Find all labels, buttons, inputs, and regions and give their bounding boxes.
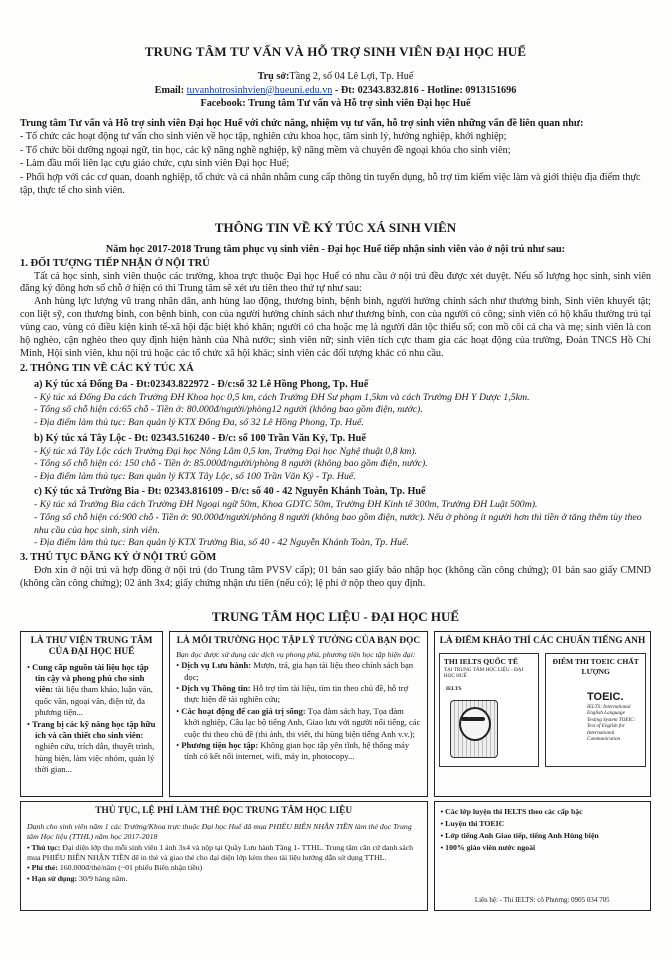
panel-heading: LÀ MÔI TRƯỜNG HỌC TẬP LÝ TƯỞNG CỦA BẠN ĐỌC (176, 635, 421, 646)
fee-item-label: • Phí thẻ: (27, 863, 58, 873)
dorm-heading: a) Ký túc xá Đống Đa - Đt:02343.822972 - Đ/c:số 32 Lê Hồng Phong, Tp. Huế (34, 378, 369, 390)
section-2-title: 2. THÔNG TIN VỀ CÁC KÝ TÚC XÁ (20, 362, 194, 374)
facebook-label: Facebook: (200, 98, 246, 109)
item-bold: Phương tiện học tập: (181, 739, 259, 750)
address-label: Trụ sở: (257, 71, 290, 82)
intro-item: - Tổ chức bồi dưỡng ngoại ngữ, tin học, các kỹ năng nghề nghiệp, kỹ năng mềm và chuyên đề ngoại khóa cho sinh viên; (20, 144, 511, 156)
panel-central-library (20, 631, 163, 797)
list-item: • Các hoạt động để cao giá trị sống: Tọa đàm sách hay, Tọa đàm khởi nghiệp, Câu lạc bộ tiếng Anh, Giao lưu với người nổi tiếng, các cuộc thi theo chủ đề (thi ảnh, thi viết, thi hùng biện tiếng Anh v.v.); (176, 705, 421, 739)
list-item: • Dịch vụ Thông tin: Hỗ trợ tìm tài liệu, tìm tin theo chủ đề, hỗ trợ thực hiện đề tài nghiên cứu; (176, 682, 409, 705)
dorm-heading: c) Ký túc xá Trường Bia - Đt: 02343.816109 - Đ/c: số 40 - 42 Nguyễn Khánh Toàn, Tp. Huế (34, 486, 426, 498)
dorm-tay-loc (20, 432, 651, 484)
section-3-title: 3. THỦ TỤC ĐĂNG KÝ Ở NỘI TRÚ GỒM (20, 551, 217, 563)
fee-item (27, 874, 421, 884)
dorm-truong-bia (20, 485, 651, 549)
fee-intro: Danh cho sinh viên năm 1 các Trường/Khoa trực thuộc Đại học Huế đã mua PHIẾU BIÊN NHẬN TIỀN làm thẻ đọc Trung tâm Học liệu (TTHL) năm học 2017-2018 (27, 822, 412, 842)
dorm-distance: - Ký túc xá Trường Bia cách Trường ĐH Ngoại ngữ 50m, Khoa GDTC 50m, Trường ĐH Kinh tế 300m, Trường ĐH Luật 500m). (34, 499, 538, 511)
item-bold: Dịch vụ Lưu hành: (181, 660, 252, 671)
course-item: • Lớp tiếng Anh Giao tiếp, tiếng Anh Hùng biện (440, 830, 599, 840)
intro-lead: Trung tâm Tư vấn và Hỗ trợ sinh viên Đại học Huế với chức năng, nhiệm vụ tư vấn, hỗ trợ sinh viên những vấn đề liên quan như: (20, 117, 584, 129)
library-title: TRUNG TÂM HỌC LIỆU - ĐẠI HỌC HUẾ (211, 608, 460, 624)
fee-item-text: 160.000đ/thẻ/năm (~01 phiếu Biên nhận tiền) (57, 863, 203, 873)
fee-heading: THỦ TỤC, LỆ PHÍ LÀM THẺ ĐỌC TRUNG TÂM HỌC LIỆU (95, 805, 353, 816)
dorm-office: - Địa điểm làm thủ tục: Ban quản lý KTX Đống Đa, số 32 Lê Hồng Phong, Tp. Huế. (34, 417, 364, 429)
fee-item (27, 843, 421, 864)
item-text: tài liệu tham khảo, luận văn, quốc văn, ngoại văn, điện tử, đa phương tiện... (35, 684, 153, 718)
section-1-title: 1. ĐỐI TƯỢNG TIẾP NHẬN Ở NỘI TRÚ (20, 257, 210, 269)
dorm-capacity: - Tổng số chỗ hiện có:900 chỗ - Tiền ở: 90.000đ/người/phòng 8 người (không bao gồm điện, nước). Nếu ở phòng ít người hơn thì tiền ở tăng thêm tùy theo nhu cầu của học sinh, sinh viên. (34, 512, 642, 536)
intro-item: - Làm đầu mối liên lạc cựu giáo chức, cựu sinh viên Đại học Huế; (20, 158, 290, 169)
list-item: • Dịch vụ Lưu hành: Mượn, trả, gia hạn tài liệu theo chính sách bạn đọc; (176, 660, 414, 682)
facebook-line (20, 97, 651, 111)
facebook-name: Trung tâm Tư vấn và Hỗ trợ sinh viên Đại học Huế (248, 98, 471, 109)
dorm-subtitle: Năm học 2017-2018 Trung tâm phục vụ sinh viên - Đại học Huế tiếp nhận sinh viên vào ở nội trú như sau: (105, 243, 566, 255)
dorm-distance: - Ký túc xá Tây Lộc cách Trường Đại học Nông Lâm 0,5 km, Trường Đại học Nghệ thuật 0,8 km). (34, 445, 418, 457)
ielts-card (439, 653, 540, 767)
panel-learning-environment (169, 631, 428, 797)
center-intro (20, 117, 651, 198)
list-item: • Cung cấp nguồn tài liệu học tập tin cậy và phong phú cho sinh viên: tài liệu tham khảo, luận văn, quốc văn, ngoại văn, điện tử, đa phương tiện... (27, 661, 153, 718)
dorm-dong-da (20, 378, 651, 430)
list-item: • Phương tiện học tập: Không gian học tập yên tĩnh, hệ thống máy tính có kết nối internet, wifi, máy in, photocopy... (176, 739, 410, 762)
item-bold: Các hoạt động để cao giá trị sống: (181, 705, 306, 716)
panel-heading: LÀ ĐIỂM KHẢO THÍ CÁC CHUẨN TIẾNG ANH (439, 635, 646, 646)
dorm-office: - Địa điểm làm thủ tục: Ban quản lý KTX Trường Bia, số 40 - 42 Nguyễn Khánh Toàn, Tp. Huế. (34, 537, 409, 549)
item-bold: Dịch vụ Thông tin: (181, 682, 251, 693)
address: Tầng 2, số 04 Lê Lợi, Tp. Huế (289, 71, 414, 82)
center-title: TRUNG TÂM TƯ VẤN VÀ HỖ TRỢ SINH VIÊN ĐẠI HỌC HUẾ (144, 44, 527, 59)
toeic-card-title: ĐIỂM THI TOEIC CHẤT LƯỢNG (552, 657, 639, 676)
library-panels (20, 631, 651, 797)
item-text: Tọa đàm sách hay, Tọa đàm khởi nghiệp, Câu lạc bộ tiếng Anh, Giao lưu với người nổi tiếng, các cuộc thi theo chủ đề (thi ảnh, thi viết, thi hùng biện tiếng Anh v.v.); (184, 705, 421, 739)
fee-item-label: • Thủ tục: (27, 842, 61, 852)
library-bottom (20, 801, 651, 911)
item-bold: Trang bị các kỹ năng học tập hữu ích và cần thiết cho sinh viên: (32, 718, 156, 741)
dorm-title: THÔNG TIN VỀ KÝ TÚC XÁ SINH VIÊN (214, 219, 457, 235)
section-1-paragraph: Tất cả học sinh, sinh viên thuộc các trường, khoa trực thuộc Đại học Huế có nhu cầu ở nội trú đều được xét duyệt. Nếu số lượng học sinh, sinh viên đăng ký đông hơn số chỗ ở hiện có thì Trung tâm sẽ xét ưu tiên theo thứ tự như sau: (20, 270, 651, 295)
section-3-paragraph: Đơn xin ở nội trú và hợp đồng ở nội trú (do Trung tâm PVSV cấp); 01 bản sao giấy báo nhập học (không cần công chứng); 01 bản sao giấy CMND (không cần công chứng); 02 ảnh 3x4; giấy chứng nhận ưu tiên (nếu có); lệ phí ở nộp theo quy định. (20, 564, 651, 589)
fee-item-text: Đại diện lớp thu mỗi sinh viên 1 ảnh 3x4 và nộp tại Quầy Lưu hành Tầng 1- TTHL. Trung tâm căn cứ danh sách mua PHIẾU BIÊN NHẬN TIỀN để in thẻ và giao thẻ cho đại diện lớp kèm theo tài liệu hướng dẫn sử dụng TTHL. (27, 842, 414, 862)
section-1-priority: Anh hùng lực lượng vũ trang nhân dân, anh hùng lao động, thương binh, bệnh binh, người hưởng chính sách như thương binh, Sinh viên khuyết tật; con liệt sỹ, con thương binh, con bệnh binh, con của người hưởng chính sách như thương binh, con của người có công; sinh viên có hộ khẩu thường trú tại vùng cao, vùng có điều kiện kinh tế-xã hội đặc biệt khó khăn; người có cha hoặc mẹ là người dân tộc thiểu số; con mồ côi cả cha và mẹ; sinh viên là con hộ nghèo, cận nghèo theo quy định hiện hành của Nhà nước; sinh viên nữ; sinh viên tích cực tham gia các hoạt động của trường, Đoàn TNCS Hồ Chí Minh, Hội sinh viên, khu nội trú hoặc các tổ chức xã hội khác; sinh viên các đối tượng khác có nhu cầu. (20, 296, 651, 359)
item-text: Hỗ trợ tìm tài liệu, tìm tin theo chủ đề, hỗ trợ thực hiện đề tài nghiên cứu; (184, 682, 409, 705)
dorm-office: - Địa điểm làm thủ tục: Ban quản lý KTX Tây Lộc, số 100 Trần Văn Kỷ - Tp. Huế. (34, 470, 356, 482)
item-bold: Cung cấp nguồn tài liệu học tập tin cậy và phong phú cho sinh viên: (32, 661, 149, 695)
fee-item (27, 863, 421, 873)
fee-item-label: • Hạn sử dụng: (27, 873, 78, 883)
toeic-logo: TOEIC. (587, 691, 624, 704)
panel-subheading: Bạn đọc được sử dụng các dịch vụ phong phú, phương tiện học tập hiện đại: (176, 650, 416, 660)
email-label: Email: (154, 84, 185, 96)
address-line (20, 70, 651, 84)
toeic-description: IELTS: International English Language Testing System TOEIC: Test of English for International Communication (587, 703, 636, 742)
course-item: • Luyện thi TOEIC (440, 818, 505, 828)
fee-panel (20, 801, 428, 911)
list-item: • Trang bị các kỹ năng học tập hữu ích và cần thiết cho sinh viên: nghiên cứu, trích dẫn, thuyết trình, hùng biện, làm việc nhóm, quản lý thời gian... (27, 718, 156, 775)
intro-item: - Phối hợp với các cơ quan, doanh nghiệp, tổ chức và cá nhân nhằm cung cấp thông tin tuyển dụng, hỗ trợ tìm kiếm việc làm và giới thiệu địa điểm thực tập, thực tế cho sinh viên. (20, 171, 641, 196)
course-item: • 100% giáo viên nước ngoài (440, 842, 536, 852)
contact-info: Liên hệ: - Thi IELTS: cô Phương: 0905 034 705 (474, 895, 610, 904)
panel-english-testing (434, 631, 651, 797)
fee-item-text: 30/9 hàng năm. (77, 873, 128, 883)
toeic-block (587, 692, 639, 742)
examiner-photo (450, 700, 498, 758)
item-text: Không gian học tập yên tĩnh, hệ thống máy tính có kết nối internet, wifi, máy in, photocopy... (184, 739, 410, 762)
test-cards (439, 653, 646, 767)
courses-panel (434, 801, 652, 911)
ielts-card-title: THI IELTS QUỐC TẾ (443, 657, 518, 667)
item-text: Mượn, trả, gia hạn tài liệu theo chính sách bạn đọc; (184, 660, 414, 682)
toeic-card (545, 653, 646, 767)
dorm-capacity: - Tổng số chỗ hiện có:65 chỗ - Tiền ở: 80.000đ/người/phòng12 người (không bao gồm điện, nước). (34, 404, 423, 416)
course-item: • Các lớp luyện thi IELTS theo các cấp bậc (440, 806, 583, 816)
email-link[interactable]: tuvanhotrosinhvien@hueuni.edu.vn (186, 84, 333, 96)
ielts-logo: IELTS (445, 686, 462, 693)
dorm-distance: - Ký túc xá Đống Đa cách Trường ĐH Khoa học 0,5 km, cách Trường ĐH Sư phạm 1,5km và cách Trường ĐH Y Dược 1,5km. (34, 391, 530, 403)
intro-item: - Tổ chức các hoạt động tư vấn cho sinh viên về học tập, nghiên cứu khoa học, tâm sinh lý, hướng nghiệp, khởi nghiệp; (20, 131, 507, 142)
ielts-card-subtitle: TẠI TRUNG TÂM HỌC LIỆU - ĐẠI HỌC HUẾ (443, 666, 524, 680)
dorm-capacity: - Tổng số chỗ hiện có: 150 chỗ - Tiền ở: 85.000đ/người/phòng 8 người (không bao gồm điện, nước). (34, 458, 428, 470)
panel-heading: LÀ THƯ VIỆN TRUNG TÂM CỦA ĐẠI HỌC HUẾ (30, 635, 153, 658)
phone-hotline: - Đt: 02343.832.816 - Hotline: 0913151696 (332, 84, 517, 96)
dorm-heading: b) Ký túc xá Tây Lộc - Đt: 02343.516240 - Đ/c: số 100 Trần Văn Kỷ, Tp. Huế (34, 432, 366, 444)
item-text: nghiên cứu, trích dẫn, thuyết trình, hùng biện, làm việc nhóm, quản lý thời gian... (35, 741, 155, 775)
contact-line (20, 84, 651, 98)
